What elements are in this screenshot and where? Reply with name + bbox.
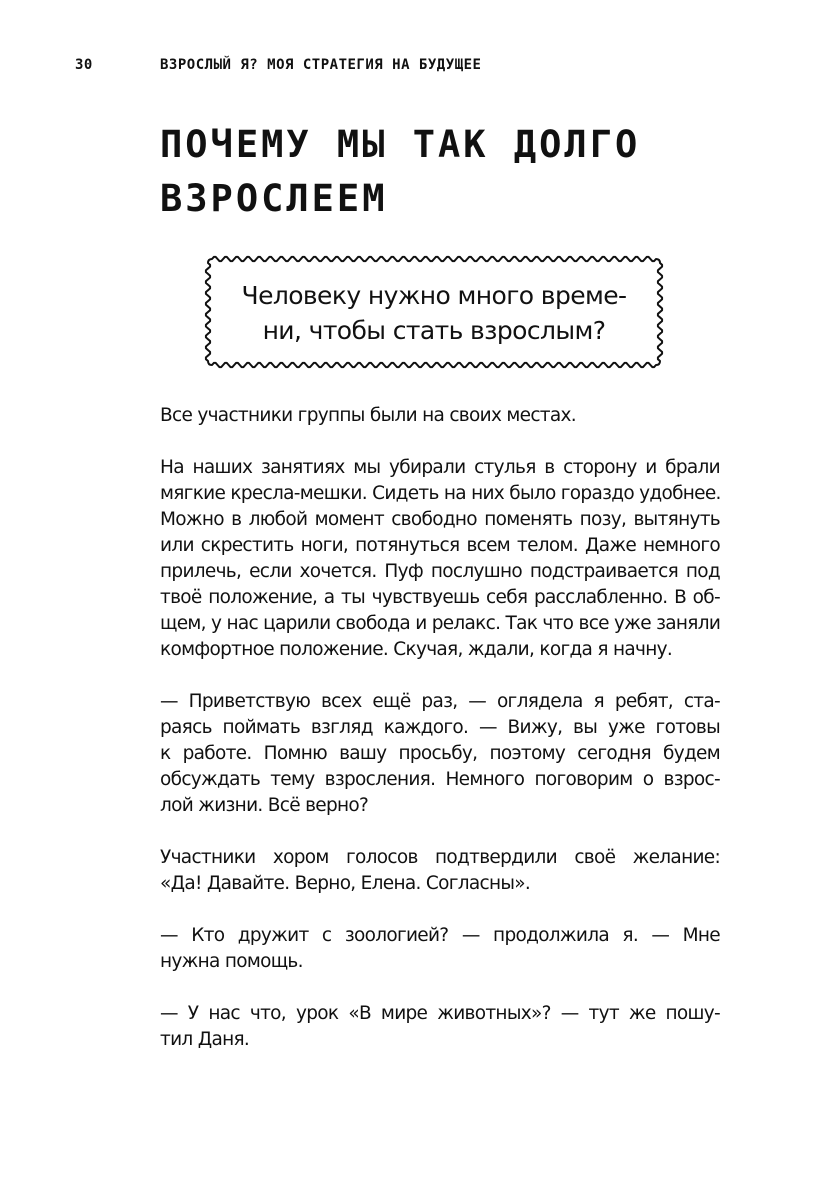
running-title: ВЗРОСЛЫЙ Я? МОЯ СТРАТЕГИЯ НА БУДУЩЕЕ — [160, 57, 482, 73]
text-line: комфортное положение. Скучая, ждали, когда я начну. — [160, 639, 673, 660]
paragraph-3 — [160, 689, 720, 819]
text-line: Можно в любой момент свободно поменять позу, вытянуть — [160, 509, 720, 530]
chapter-heading-line: ВЗРОСЛЕЕМ — [160, 177, 388, 220]
text-line: лой жизни. Всё верно? — [160, 795, 369, 816]
text-line: раясь поймать взгляд каждого. — Вижу, вы уже готовы — [160, 717, 720, 738]
text-line: обсуждать тему взросления. Немного поговорим о взрос- — [160, 769, 720, 790]
paragraph-1 — [160, 403, 720, 429]
question-line: ни, чтобы стать взрослым? — [262, 316, 606, 345]
text-line: На наших занятиях мы убирали стулья в сторону и брали — [160, 457, 720, 478]
chapter-heading — [160, 118, 720, 226]
body-text — [160, 403, 720, 1079]
question-text — [203, 278, 665, 348]
paragraph-4 — [160, 845, 720, 897]
chapter-heading-line: ПОЧЕМУ МЫ ТАК ДОЛГО — [160, 123, 641, 166]
question-line: Человеку нужно много време- — [241, 281, 627, 310]
paragraph-2 — [160, 455, 720, 663]
text-line: к работе. Помню вашу просьбу, поэтому сегодня будем — [160, 743, 720, 764]
paragraph-6 — [160, 1001, 720, 1053]
text-line: щем, у нас царили свобода и релакс. Так что все уже заняли — [160, 613, 721, 634]
text-line: или скрестить ноги, потянуться всем телом. Даже немного — [160, 535, 720, 556]
running-head — [75, 57, 755, 77]
text-line: Все участники группы были на своих местах. — [160, 405, 576, 426]
text-line: — Приветствую всех ещё раз, — оглядела я ребят, ста- — [160, 691, 720, 712]
page-number: 30 — [75, 57, 93, 73]
text-line: прилечь, если хочется. Пуф послушно подстраивается под — [160, 561, 720, 582]
paragraph-5 — [160, 923, 720, 975]
text-line: нужна помощь. — [160, 951, 303, 972]
question-callout — [203, 254, 665, 370]
text-line: — У нас что, урок «В мире животных»? — тут же пошу- — [160, 1003, 720, 1024]
text-line: Участники хором голосов подтвердили своё желание: — [160, 847, 720, 868]
text-line: твоё положение, а ты чувствуешь себя расслабленно. В об- — [160, 587, 720, 608]
text-line: «Да! Давайте. Верно, Елена. Согласны». — [160, 873, 531, 894]
text-line: тил Даня. — [160, 1029, 250, 1050]
text-line: мягкие кресла-мешки. Сидеть на них было гораздо удобнее. — [160, 483, 721, 504]
text-line: — Кто дружит с зоологией? — продолжила я. — Мне — [160, 925, 720, 946]
